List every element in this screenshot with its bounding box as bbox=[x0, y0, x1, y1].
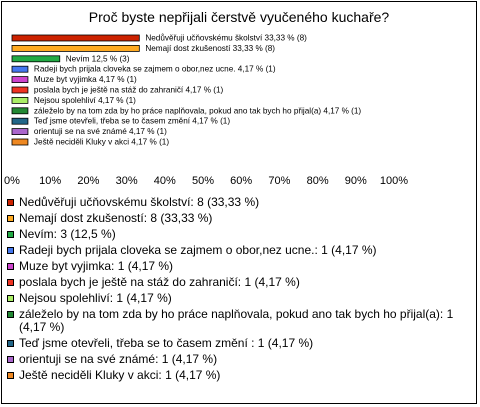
legend-swatch bbox=[7, 372, 14, 379]
bar-label-0: Nedůvěřuji učňovskému školství 33,33 % (8) bbox=[145, 33, 307, 43]
legend-swatch bbox=[7, 199, 14, 206]
legend-label: Nemají dost zkušeností: 8 (33,33 %) bbox=[19, 211, 213, 225]
bar-2 bbox=[12, 56, 60, 62]
bar-7 bbox=[12, 108, 28, 114]
bar-label-9: orientuji se na své známé 4,17 % (1) bbox=[33, 127, 167, 137]
bar-5 bbox=[12, 87, 28, 93]
legend-swatch bbox=[7, 263, 14, 270]
legend-label: záleželo by na tom zda by ho práce naplňovala, pokud ano tak bych ho přijal(a): 1 (4,17 %) bbox=[19, 307, 454, 334]
bar-8 bbox=[12, 118, 28, 124]
legend-swatch bbox=[7, 295, 14, 302]
legend-item bbox=[7, 260, 473, 273]
legend-swatch bbox=[7, 340, 14, 347]
legend-item bbox=[7, 369, 473, 382]
bar-chart bbox=[0, 0, 480, 200]
x-tick-label-0: 0% bbox=[4, 175, 20, 187]
x-tick-label-1: 10% bbox=[39, 175, 62, 187]
bar-1 bbox=[12, 45, 139, 51]
legend-label: Nedůvěřuji učňovskému školství: 8 (33,33 %) bbox=[19, 195, 260, 209]
bar-label-2: Nevím 12,5 % (3) bbox=[65, 54, 130, 64]
legend-swatch bbox=[7, 247, 14, 254]
legend-swatch bbox=[7, 279, 14, 286]
legend-item bbox=[7, 228, 473, 241]
x-tick-label-5: 50% bbox=[191, 175, 215, 187]
bar-label-6: Nejsou spolehliví 4,17 % (1) bbox=[33, 95, 136, 105]
x-tick-label-3: 30% bbox=[115, 175, 138, 187]
x-tick-label-10: 100% bbox=[379, 175, 409, 187]
bar-label-1: Nemají dost zkušeností 33,33 % (8) bbox=[145, 43, 276, 53]
bar-label-4: Muze byt vyjimka 4,17 % (1) bbox=[33, 75, 137, 85]
bar-6 bbox=[12, 97, 28, 103]
legend-item bbox=[7, 337, 473, 350]
bar-label-3: Radeji bych prijala cloveka se zajmem o obor,nez ucne. 4,17 % (1) bbox=[33, 64, 276, 74]
legend-label: Muze byt vyjimka: 1 (4,17 %) bbox=[19, 259, 174, 273]
legend-item bbox=[7, 196, 473, 209]
bar-0 bbox=[12, 35, 139, 41]
x-tick-label-4: 40% bbox=[153, 175, 176, 187]
bar-4 bbox=[12, 77, 28, 83]
bar-label-10: Ještě neciděli Kluky v akci 4,17 % (1) bbox=[33, 137, 170, 147]
x-tick-label-7: 70% bbox=[268, 175, 291, 187]
bar-label-7: záleželo by na tom zda by ho práce naplňovala, pokud ano tak bych ho přijal(a) 4,17 % (1) bbox=[33, 106, 362, 116]
legend-item bbox=[7, 353, 473, 366]
legend-label: Nevím: 3 (12,5 %) bbox=[19, 227, 116, 241]
legend-label: poslala bych je ještě na stáž do zahraničí: 1 (4,17 %) bbox=[19, 275, 300, 289]
legend-item bbox=[7, 244, 473, 257]
x-tick-label-6: 60% bbox=[230, 175, 253, 187]
x-tick-label-8: 80% bbox=[306, 175, 329, 187]
bar-label-8: Teď jsme otevřeli, třeba se to časem změní 4,17 % (1) bbox=[33, 116, 231, 126]
legend-swatch bbox=[7, 215, 14, 222]
chart-legend bbox=[7, 196, 473, 385]
bar-9 bbox=[12, 129, 28, 135]
legend-label: Nejsou spolehliví: 1 (4,17 %) bbox=[19, 291, 172, 305]
legend-swatch bbox=[7, 311, 14, 318]
legend-label: Radeji bych prijala cloveka se zajmem o obor,nez ucne.: 1 (4,17 %) bbox=[19, 243, 377, 257]
legend-swatch bbox=[7, 356, 14, 363]
legend-item bbox=[7, 308, 473, 334]
bar-10 bbox=[12, 139, 28, 145]
legend-label: Teď jsme otevřeli, třeba se to časem změní : 1 (4,17 %) bbox=[19, 336, 314, 350]
bar-label-5: poslala bych je ještě na stáž do zahraničí 4,17 % (1) bbox=[33, 85, 224, 95]
legend-item bbox=[7, 212, 473, 225]
legend-item bbox=[7, 276, 473, 289]
chart-title: Proč byste nepřijali čerstvě vyučeného kuchaře? bbox=[88, 9, 390, 25]
legend-label: Ještě neciděli Kluky v akci: 1 (4,17 %) bbox=[19, 368, 221, 382]
x-tick-label-9: 90% bbox=[344, 175, 367, 187]
bar-3 bbox=[12, 66, 28, 72]
legend-label: orientuji se na své známé: 1 (4,17 %) bbox=[19, 352, 218, 366]
legend-item bbox=[7, 292, 473, 305]
legend-swatch bbox=[7, 231, 14, 238]
x-tick-label-2: 20% bbox=[77, 175, 100, 187]
